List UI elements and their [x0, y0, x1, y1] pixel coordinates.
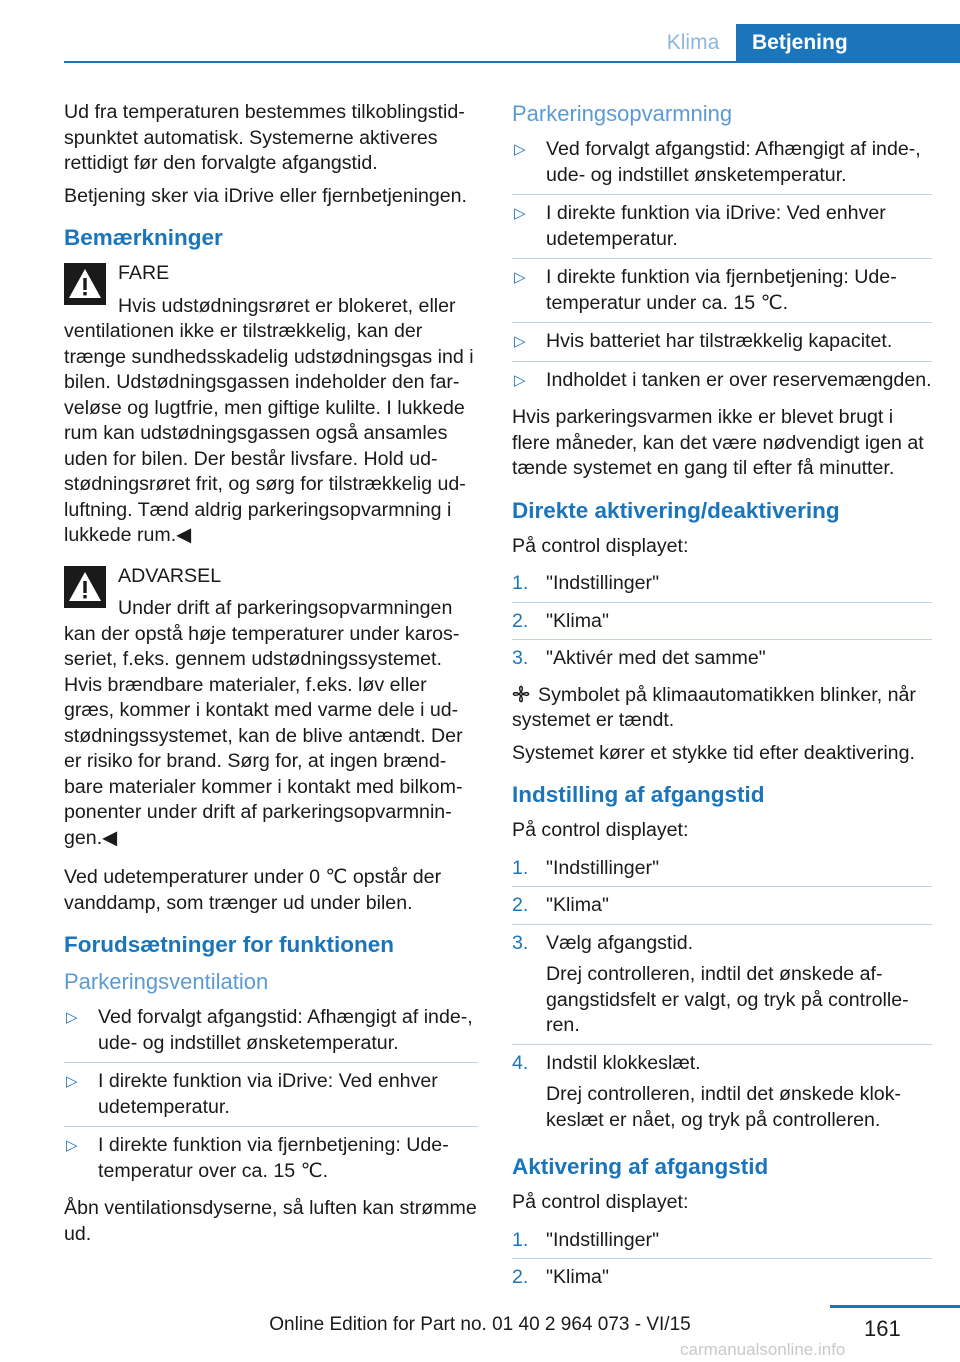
triangle-bullet-icon: ▷ [66, 1137, 78, 1154]
direct-steps-list [512, 571, 932, 677]
footer-rule [830, 1305, 960, 1308]
activate-steps-list [512, 1228, 932, 1296]
list-item: ▷ Hvis batteriet har tilstrækkelig kapacitet. [512, 329, 932, 362]
list-item: 2. "Klima" [512, 893, 932, 925]
paragraph-months: Hvis parkeringsvarmen ikke er blevet brugt i flere måneder, kan det være nødvendigt igen at tænde systemet en gang til efter få minutter. [512, 406, 924, 479]
list-item: 4. Indstil klokkeslæt. Drej controlleren, indtil det ønskede klokkeslæt er nået, og tryk på controlleren. [512, 1051, 902, 1131]
paragraph-on-display: På control displayet: [512, 534, 689, 557]
right-column [512, 100, 932, 1302]
list-item: 2. "Klima" [512, 1266, 609, 1288]
triangle-bullet-icon: ▷ [514, 141, 526, 158]
list-item: ▷ I direkte funktion via iDrive: Ved enhver udetemperatur. [64, 1069, 478, 1127]
warning-icon [64, 566, 106, 608]
warning-text-fare: Hvis udstødningsrøret er blokeret, eller ventilationen ikke er tilstrækkelig, kan der trænge sundhedsskadelig udstødningsgas ind i bilen. Udstødningsgassen indeholder den farveløse og lugtfrie, men giftige kulilte. I lukkede rum kan udstødningsgassen også ansamles uden for bilen. Der består livsfare. Hold udstødningsrøret frit, og sørg for tilstrækkelig udluftning. Tænd aldrig parkeringsopvarmning i lukkede rum.◀ [64, 294, 474, 546]
list-item: ▷ I direkte funktion via fjernbetjening: Udetemperatur under ca. 15 ℃. [512, 265, 932, 323]
paragraph-operation: Betjening sker via iDrive eller fjernbetjeningen. [64, 184, 467, 207]
warning-text-advarsel: Under drift af parkeringsopvarmningen kan der opstå høje temperaturer under karosseriet, f.eks. gennem udstødningssystemet. Hvis brændbare materialer, f.eks. løv eller græs, kommer i kontakt med varme dele i udstødningssystemet, kan de blive antændt. Der er risiko for brand. Sørg for, at ingen brændbare materialer kommer i kontakt med bilkomponenter under drift af parkeringsopvarmningen.◀ [64, 597, 463, 849]
paragraph-on-display: På control displayet: [512, 1191, 689, 1213]
fan-icon [512, 685, 530, 703]
list-item: ▷ Indholdet i tanken er over reservemængden. [512, 368, 932, 400]
list-item: 1. "Indstillinger" [512, 571, 932, 603]
paragraph-intro: Ud fra temperaturen bestemmes tilkoblingstidspunktet automatisk. Systemerne aktiveres rettidigt før den forvalgte afgangstid. [64, 101, 465, 174]
set-steps-list [512, 856, 932, 1139]
heading-parking-heating: Parkeringsopvarmning [512, 101, 733, 126]
warning-icon [64, 263, 106, 305]
list-item: ▷ Ved forvalgt afgangstid: Afhængigt af inde-, ude- og indstillet ønsketemperatur. [64, 1005, 478, 1063]
heading-direct-activation: Direkte aktivering/deaktivering [512, 497, 840, 523]
list-item: 1. "Indstillinger" [512, 1228, 932, 1260]
triangle-bullet-icon: ▷ [514, 269, 526, 286]
page-number: 161 [864, 1316, 901, 1341]
list-item: ▷ Ved forvalgt afgangstid: Afhængigt af inde-, ude- og indstillet ønsketemperatur. [512, 137, 932, 195]
heading-notes: Bemærkninger [64, 225, 223, 250]
heading-prerequisites: Forudsætninger for funktionen [64, 932, 394, 957]
paragraph-vapour: Ved udetemperaturer under 0 ℃ opstår der vanddamp, som trænger ud under bilen. [64, 866, 442, 914]
edition-text: Online Edition for Part no. 01 40 2 964 073 - VI/15 [269, 1314, 691, 1335]
header-rule [64, 61, 960, 63]
triangle-bullet-icon: ▷ [66, 1009, 78, 1026]
tab-klima[interactable]: Klima [666, 31, 720, 54]
tab-betjening[interactable]: Betjening [736, 24, 960, 63]
heating-conditions-list [512, 137, 932, 399]
heading-activate-departure: Aktivering af afgangstid [512, 1154, 769, 1179]
triangle-bullet-icon: ▷ [514, 333, 526, 350]
paragraph-runs: Systemet kører et stykke tid efter deaktivering. [512, 741, 915, 764]
left-column [64, 100, 478, 1254]
ventilation-conditions-list [64, 1005, 478, 1190]
list-item: 3. "Aktivér med det samme" [512, 647, 766, 669]
heading-parking-ventilation: Parkeringsventilation [64, 969, 269, 994]
list-item: 3. Vælg afgangstid. Drej controlleren, indtil det ønskede afgangstidsfelt er valgt, og tryk på controlleren. [512, 931, 932, 1045]
triangle-bullet-icon: ▷ [514, 205, 526, 222]
triangle-bullet-icon: ▷ [66, 1073, 78, 1090]
warning-danger [64, 261, 478, 549]
paragraph-symbol: Symbolet på klimaautomatikken blinker, når systemet er tændt. [512, 683, 916, 731]
warning-label-advarsel: ADVARSEL [118, 564, 222, 587]
warning-label-fare: FARE [118, 262, 170, 284]
list-item: 2. "Klima" [512, 609, 932, 641]
list-item: 1. "Indstillinger" [512, 856, 932, 888]
list-item: ▷ I direkte funktion via iDrive: Ved enhver udetemperatur. [512, 201, 932, 259]
warning-caution [64, 564, 478, 852]
watermark: carmanualsonline.info [680, 1340, 846, 1359]
paragraph-on-display: På control displayet: [512, 819, 689, 841]
paragraph-open-vents: Åbn ventilationsdyserne, så luften kan strømme ud. [64, 1197, 477, 1245]
list-item: ▷ I direkte funktion via fjernbetjening: Udetemperatur over ca. 15 ℃. [66, 1134, 449, 1182]
heading-set-departure: Indstilling af afgangstid [512, 782, 765, 807]
triangle-bullet-icon: ▷ [514, 371, 526, 389]
